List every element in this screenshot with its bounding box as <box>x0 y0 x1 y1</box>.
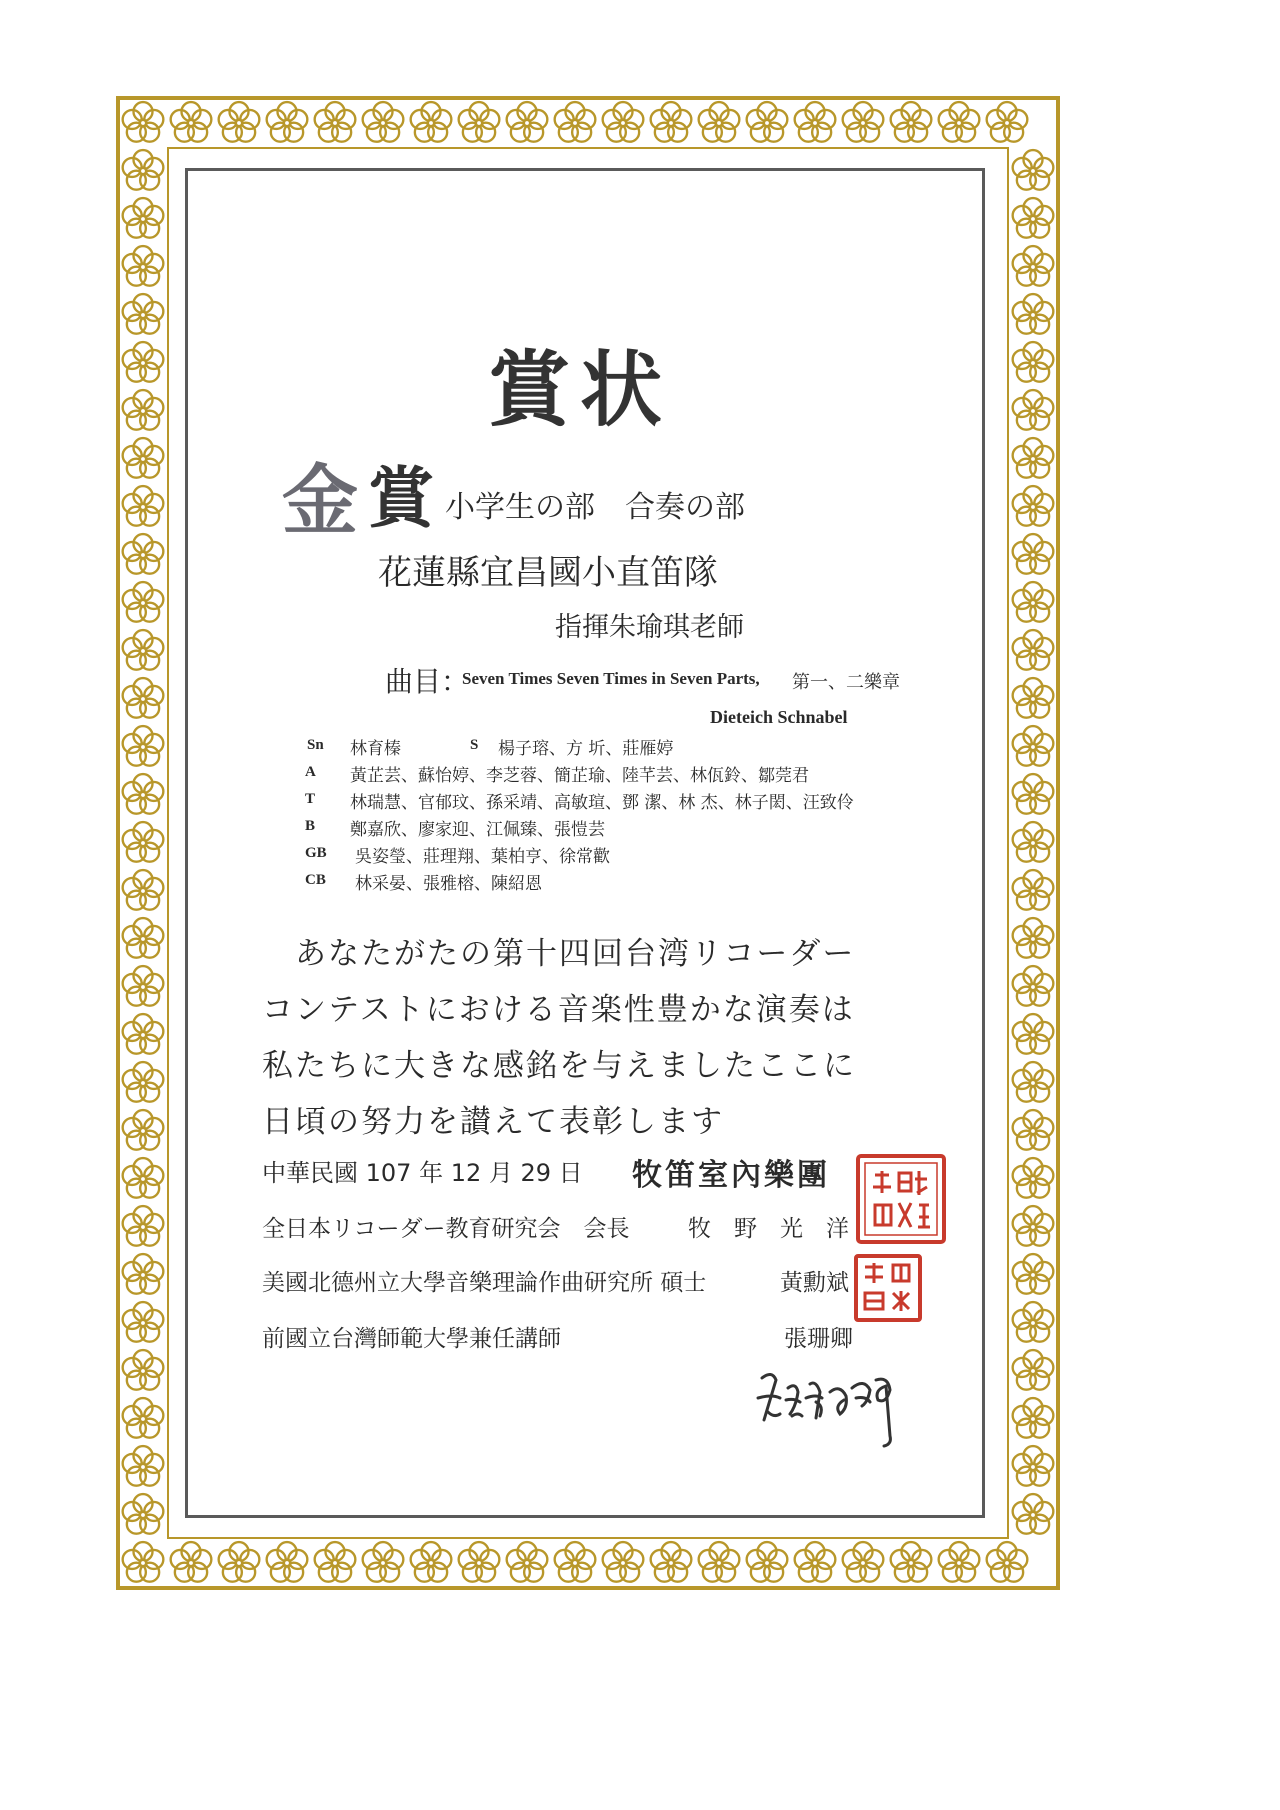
part-names-b: 鄭嘉欣、廖家迎、江佩臻、張愷芸 <box>350 820 605 840</box>
part-label-cb: CB <box>305 872 326 888</box>
signatory-1-title: 全日本リコーダー教育研究会 会長 <box>262 1216 630 1242</box>
citation-line-4: 日頃の努力を讃えて表彰します <box>262 1104 724 1140</box>
part-label-gb: GB <box>305 845 327 861</box>
part-names-a: 黃芷芸、蘇怡婷、李芝蓉、簡芷瑜、陸芊芸、林佤鈴、鄒莞君 <box>350 766 809 786</box>
part-names-t: 林瑞慧、官郁玟、孫采靖、高敏瑄、鄧 潔、林 杰、林子閎、汪致伶 <box>350 793 854 813</box>
signatory-2-title: 美國北德州立大學音樂理論作曲研究所 碩士 <box>262 1270 707 1296</box>
certificate-title: 賞状 <box>487 342 672 438</box>
award-prize-char: 賞 <box>368 459 434 537</box>
award-gold-char: 金 <box>282 456 358 545</box>
handwritten-signature-icon <box>752 1358 932 1458</box>
part-names-cb: 林采晏、張雅榕、陳紹恩 <box>355 874 542 894</box>
part-label-b: B <box>305 818 316 834</box>
piece-movements: 第一、二樂章 <box>792 672 900 693</box>
personal-seal-icon <box>853 1253 923 1323</box>
part-names-gb: 吳姿瑩、莊理翔、葉柏亨、徐常歡 <box>355 847 610 867</box>
citation-line-3: 私たちに大きな感銘を与えましたここに <box>262 1048 856 1084</box>
composer-name: Dieteich Schnabel <box>710 707 848 727</box>
part-label-a: A <box>305 764 316 780</box>
piece-title: Seven Times Seven Times in Seven Parts, <box>462 669 760 688</box>
award-date: 中華民國 107 年 12 月 29 日 <box>262 1159 583 1187</box>
school-name: 花蓮縣宜昌國小直笛隊 <box>378 553 718 593</box>
part-label-s: S <box>470 737 479 753</box>
part-label-t: T <box>305 791 316 807</box>
organizer-name: 牧笛室內樂團 <box>632 1158 830 1193</box>
part-names-s: 楊子瑢、方 圻、莊雁婷 <box>498 739 674 759</box>
signatory-2-name: 黃勳斌 <box>780 1270 849 1296</box>
signatory-3-name: 張珊卿 <box>784 1326 853 1352</box>
citation-line-2: コンテストにおける音楽性豊かな演奏は <box>262 992 855 1028</box>
citation-line-1: あなたがたの第十四回台湾リコーダー <box>262 936 856 972</box>
signatory-1-name: 牧 野 光 洋 <box>688 1216 849 1242</box>
piece-label: 曲目： <box>385 665 470 698</box>
signatory-3-title: 前國立台灣師範大學兼任講師 <box>262 1326 561 1352</box>
part-names-sn: 林育榛 <box>350 739 401 759</box>
conductor-name: 指揮朱瑜琪老師 <box>555 612 744 643</box>
award-division: 小学生の部 合奏の部 <box>445 490 745 525</box>
part-label-sn: Sn <box>307 737 324 753</box>
organization-seal-icon <box>855 1153 947 1245</box>
